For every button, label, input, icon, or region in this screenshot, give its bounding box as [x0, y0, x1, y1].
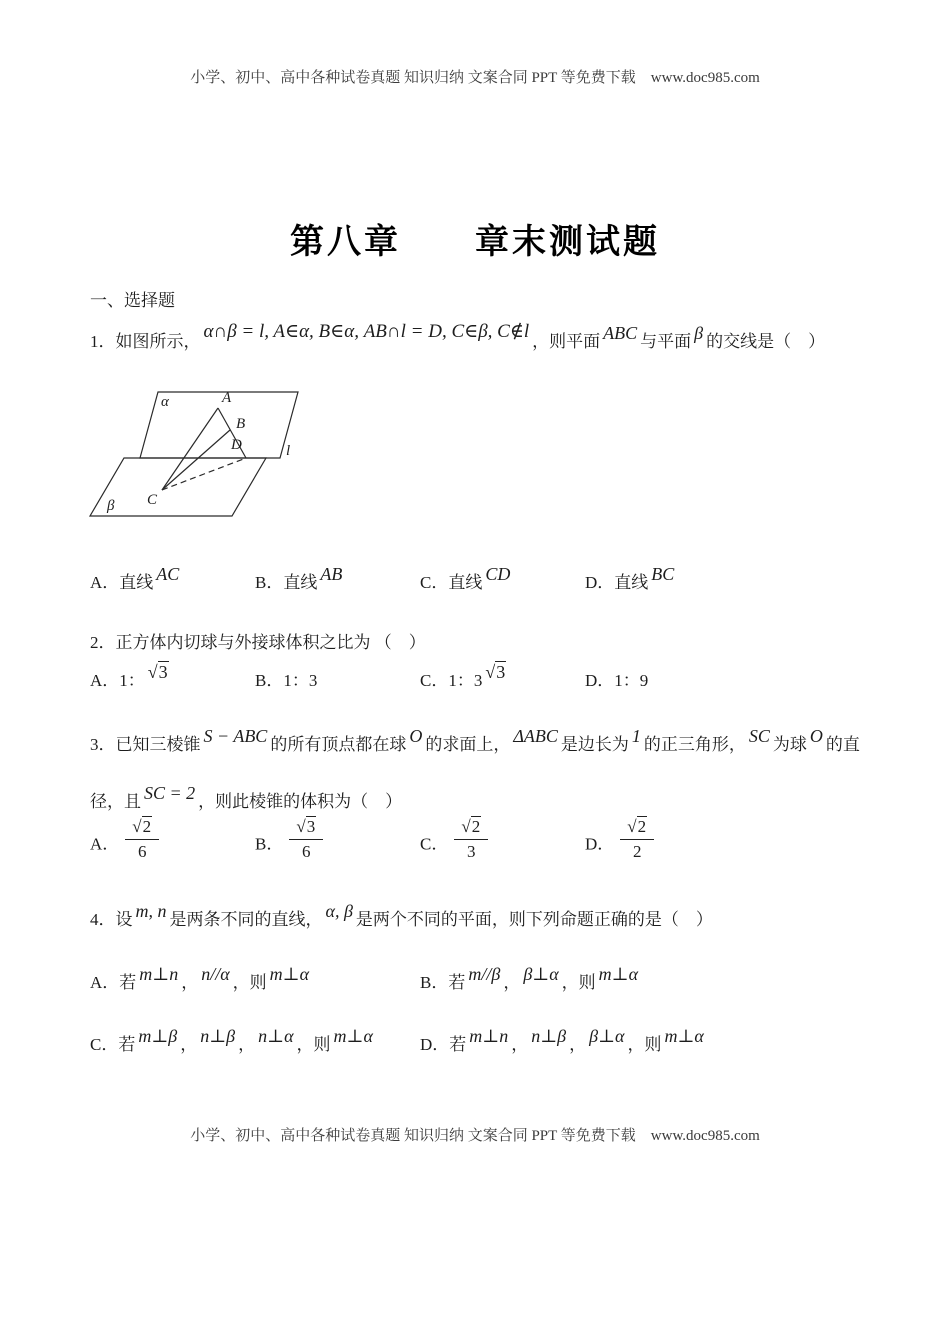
q1-plane-abc: ABC [603, 323, 638, 343]
q1-option-c-math: CD [485, 564, 511, 584]
q3-p5: 的正三角形， [643, 735, 746, 754]
q1-plane-beta: β [694, 323, 704, 343]
page-footer-text: 小学、初中、高中各种试卷真题 知识归纳 文案合同 PPT 等免费下载 www.doc985.com [190, 1128, 760, 1144]
page-header-text: 小学、初中、高中各种试卷真题 知识归纳 文案合同 PPT 等免费下载 www.doc985.com [190, 70, 760, 86]
q3-options [90, 817, 875, 869]
q4-option-d-m4: m⊥α [664, 1026, 704, 1046]
q1-option-b [255, 564, 420, 593]
q4-option-c-m1: m⊥β [138, 1026, 178, 1046]
question-1 [90, 321, 875, 357]
q4-option-c-s3: ，则 [296, 1035, 331, 1054]
q3-m1: S − ABC [203, 726, 268, 746]
q1-mid2: 与平面 [640, 332, 692, 351]
q3-option-a-denominator: 6 [125, 839, 159, 863]
q3-p2: 的所有顶点都在球 [270, 735, 407, 754]
q3-option-a-fraction [125, 816, 159, 863]
q2-options [90, 662, 875, 691]
q4-options-row-1 [90, 964, 880, 993]
q2-option-a-pre: A．1： [90, 671, 145, 690]
q4-m2: α, β [325, 901, 353, 921]
q3-m5: SC [748, 726, 770, 746]
q3-m7: SC = 2 [144, 783, 196, 803]
q1-figure [86, 386, 304, 541]
q1-option-d [585, 564, 875, 593]
q4-option-d-s2: ， [569, 1035, 587, 1054]
q2-option-a-radicand: 3 [158, 662, 168, 682]
q1-option-d-label: D．直线 [585, 573, 649, 592]
question-3 [90, 716, 875, 830]
q2-option-c [420, 662, 585, 691]
q4-option-c-m3: n⊥α [258, 1026, 294, 1046]
q4-option-a-lead: A．若 [90, 973, 137, 992]
q3-p8: ，则此棱锥的体积为（ ） [198, 792, 403, 811]
q2-option-b-pre: B．1：3 [255, 671, 318, 690]
q4-option-d-lead: D．若 [420, 1035, 467, 1054]
q4-option-d-s3: ，则 [627, 1035, 662, 1054]
q1-options [90, 564, 875, 593]
q2-lead: 2．正方体内切球与外接球体积之比为 （ ） [90, 633, 426, 652]
q1-option-b-label: B．直线 [255, 573, 318, 592]
q3-option-b [255, 817, 420, 869]
q2-option-b [255, 666, 420, 691]
q3-option-b-denominator: 6 [289, 839, 323, 863]
q4-option-c-s1: ， [180, 1035, 198, 1054]
q4-option-c-lead: C．若 [90, 1035, 136, 1054]
q4-p2: 是两条不同的直线， [169, 910, 323, 929]
q4-option-a [90, 964, 420, 993]
q4-option-a-s2: ，则 [232, 973, 267, 992]
q1-mid1: ，则平面 [532, 332, 601, 351]
q4-m1: m, n [135, 901, 167, 921]
q4-option-b-lead: B．若 [420, 973, 466, 992]
q3-option-c-radicand: 2 [471, 817, 481, 836]
q1-option-a-label: A．直线 [90, 573, 154, 592]
q4-option-c-m4: m⊥α [333, 1026, 373, 1046]
q3-option-c-label: C． [420, 834, 449, 854]
label-alpha: α [161, 394, 169, 410]
q2-option-c-radicand: 3 [496, 662, 506, 682]
line-a-to-c [162, 408, 218, 490]
q1-lead: 1．如图所示， [90, 332, 201, 351]
q3-option-d-numerator [620, 816, 654, 839]
q3-option-a-label: A． [90, 834, 120, 854]
q3-option-a [90, 817, 255, 869]
q4-option-d-m3: β⊥α [589, 1026, 625, 1046]
q1-option-a [90, 564, 255, 593]
q4-option-b-s2: ，则 [561, 973, 596, 992]
q3-m3: ΔABC [513, 726, 558, 746]
label-d: D [231, 437, 242, 453]
q1-option-b-math: AB [320, 564, 343, 584]
q4-p1: 4．设 [90, 910, 133, 929]
q3-option-d-fraction [620, 816, 654, 863]
q4-option-b-m1: m//β [468, 964, 501, 984]
q3-m6: O [809, 726, 823, 746]
section-heading: 一、选择题 [90, 291, 175, 310]
label-l: l [286, 443, 291, 459]
q4-option-b-m3: m⊥α [598, 964, 639, 984]
q3-p1: 3．已知三棱锥 [90, 735, 201, 754]
planes-diagram [86, 386, 304, 536]
q4-p3: 是两个不同的平面，则下列命题正确的是（ ） [355, 910, 713, 929]
q3-option-c-fraction [454, 816, 488, 863]
label-a: A [222, 390, 232, 406]
q4-option-c-s2: ， [238, 1035, 256, 1054]
q2-option-d [585, 666, 875, 691]
q4-options-row-2 [90, 1026, 880, 1055]
q3-option-a-radicand: 2 [142, 817, 152, 836]
q3-option-b-label: B． [255, 834, 284, 854]
q1-option-d-math: BC [651, 564, 675, 584]
q3-option-d-label: D． [585, 834, 615, 854]
q3-option-d-radicand: 2 [637, 817, 647, 836]
q2-option-c-pre: C．1：3 [420, 671, 483, 690]
q4-option-b-m2: β⊥α [523, 964, 559, 984]
q3-option-c-denominator: 3 [454, 839, 488, 863]
label-c: C [147, 492, 158, 508]
q3-option-b-radicand: 3 [306, 817, 316, 836]
q1-tail: 的交线是（ ） [706, 332, 826, 351]
q4-option-d-m1: m⊥n [469, 1026, 509, 1046]
label-b: B [236, 416, 246, 432]
q3-option-d-denominator: 2 [620, 839, 654, 863]
q3-option-b-fraction [289, 816, 323, 863]
q1-formula: α∩β = l, A∈α, B∈α, AB∩l = D, C∈β, C∉l [203, 321, 530, 342]
q1-option-c [420, 564, 585, 593]
line-c-to-d-dashed [162, 458, 246, 490]
q4-option-c [90, 1026, 420, 1055]
q3-p4: 是边长为 [560, 735, 629, 754]
q2-option-d-pre: D．1：9 [585, 671, 649, 690]
q4-option-a-m2: n//α [201, 964, 230, 984]
q3-option-a-numerator [125, 816, 159, 839]
q4-option-a-s1: ， [181, 973, 199, 992]
q4-option-d-m2: n⊥β [531, 1026, 567, 1046]
q3-p6: 为球 [772, 735, 807, 754]
q1-option-a-math: AC [156, 564, 180, 584]
label-beta: β [107, 498, 115, 514]
q4-option-d-s1: ， [511, 1035, 529, 1054]
q3-option-c [420, 817, 585, 869]
q4-option-b-s1: ， [503, 973, 521, 992]
q2-option-a [90, 662, 255, 691]
q3-option-b-numerator [289, 816, 323, 839]
page-title: 第八章 章末测试题 [290, 223, 660, 261]
q3-p7: 的直径，且 [90, 735, 860, 811]
line-b-to-c [162, 430, 230, 490]
q4-option-b [420, 964, 880, 993]
question-4 [90, 901, 875, 935]
q3-m4: 1 [631, 726, 641, 746]
q4-option-d [420, 1026, 880, 1055]
question-2 [90, 628, 875, 658]
q2-option-c-sqrt [482, 662, 509, 682]
q2-option-a-sqrt [145, 662, 172, 682]
q1-option-c-label: C．直线 [420, 573, 483, 592]
q3-m2: O [409, 726, 423, 746]
q4-option-c-m2: n⊥β [200, 1026, 236, 1046]
q4-option-a-m1: m⊥n [139, 964, 179, 984]
q3-option-d [585, 817, 875, 869]
q3-p3: 的求面上， [425, 735, 511, 754]
q4-option-a-m3: m⊥α [269, 964, 310, 984]
q3-option-c-numerator [454, 816, 488, 839]
